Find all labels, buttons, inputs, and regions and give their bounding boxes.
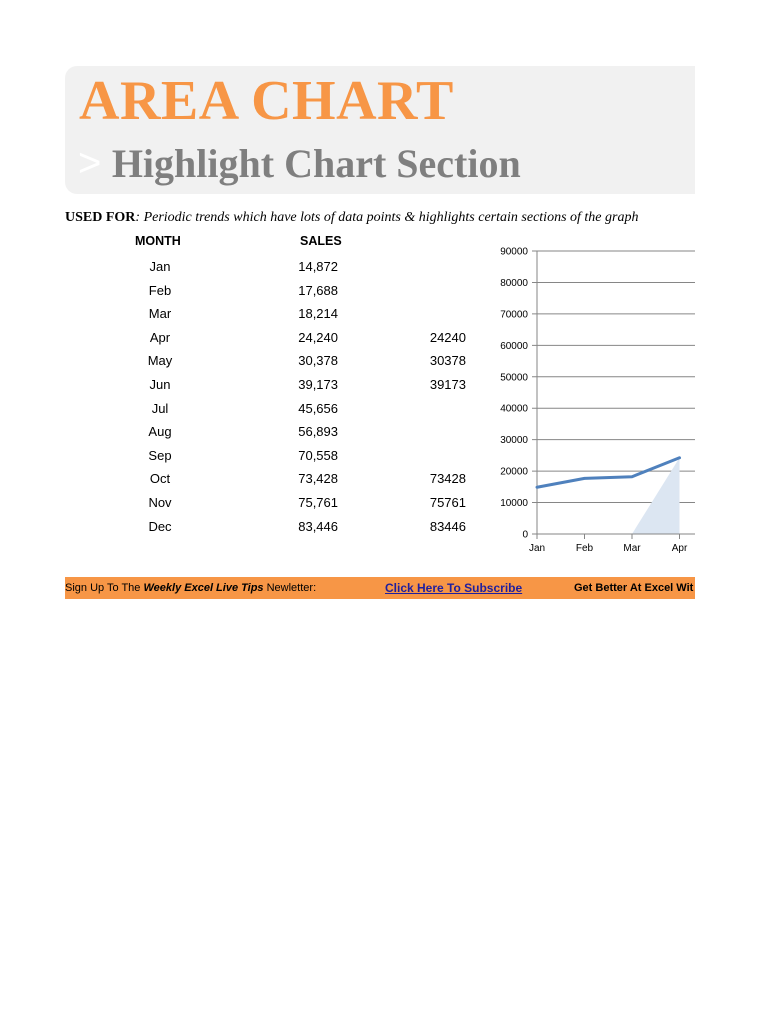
month-cell: Feb bbox=[148, 282, 172, 298]
month-column-header: MONTH bbox=[135, 234, 181, 248]
newsletter-banner bbox=[65, 577, 695, 599]
highlight-area bbox=[632, 458, 680, 534]
y-tick-label: 70000 bbox=[500, 309, 528, 321]
highlight-cell: 24240 bbox=[429, 329, 466, 345]
sales-cell: 75,761 bbox=[298, 495, 338, 510]
month-cell: Nov bbox=[148, 495, 172, 510]
x-tick-label: Feb bbox=[575, 543, 594, 554]
sales-cell: 56,893 bbox=[298, 424, 338, 440]
banner-emphasis: Weekly Excel Live Tips bbox=[143, 582, 264, 594]
sales-cell: 45,656 bbox=[298, 400, 338, 416]
y-tick-label: 50000 bbox=[500, 372, 528, 384]
subscribe-link[interactable]: Click Here To Subscribe bbox=[385, 581, 523, 595]
highlight-cell: 83446 bbox=[429, 518, 466, 534]
y-tick-label: 0 bbox=[522, 529, 528, 541]
y-tick-label: 10000 bbox=[500, 498, 528, 510]
y-tick-label: 30000 bbox=[500, 435, 528, 447]
chevron-right-icon: > bbox=[78, 141, 102, 185]
highlight-cell: 30378 bbox=[429, 353, 466, 369]
banner-right-text: Get Better At Excel Wit bbox=[574, 582, 694, 594]
month-cell: Apr bbox=[149, 329, 171, 345]
sales-cell: 30,378 bbox=[298, 353, 338, 369]
y-tick-label: 90000 bbox=[500, 246, 528, 258]
month-cell: Dec bbox=[148, 518, 172, 534]
x-tick-label: Jan bbox=[528, 543, 546, 554]
sales-cell: 17,688 bbox=[298, 282, 338, 298]
used-for-label: USED FOR bbox=[65, 210, 136, 225]
sales-cell: 73,428 bbox=[298, 471, 338, 487]
sales-cell: 14,872 bbox=[298, 259, 338, 274]
y-tick-label: 60000 bbox=[500, 340, 528, 352]
subtitle-row bbox=[78, 140, 521, 187]
used-for-description bbox=[65, 210, 638, 226]
month-cell: Mar bbox=[148, 306, 172, 322]
sales-cell: 83,446 bbox=[298, 518, 338, 534]
table-row bbox=[0, 302, 480, 326]
table-row bbox=[0, 326, 480, 350]
sales-cell: 39,173 bbox=[298, 377, 338, 392]
table-row bbox=[0, 444, 480, 468]
table-row bbox=[0, 420, 480, 444]
sales-column-header: SALES bbox=[300, 234, 342, 248]
used-for-text: : Periodic trends which have lots of data points & highlights certain sections of the graph bbox=[135, 210, 639, 225]
sales-cell: 24,240 bbox=[298, 329, 338, 345]
highlight-cell: 73428 bbox=[429, 471, 466, 487]
sales-line bbox=[537, 458, 680, 487]
highlight-cell: 39173 bbox=[429, 377, 466, 392]
table-row bbox=[0, 373, 480, 397]
month-cell: Sep bbox=[148, 447, 172, 463]
month-cell: Jan bbox=[149, 259, 171, 274]
page-title: AREA CHART bbox=[79, 70, 454, 132]
banner-text bbox=[65, 577, 316, 599]
banner-prefix: Sign Up To The bbox=[65, 582, 144, 594]
month-cell: Aug bbox=[148, 424, 172, 440]
y-tick-label: 80000 bbox=[500, 277, 528, 289]
table-row bbox=[0, 515, 480, 539]
page-subtitle: Highlight Chart Section bbox=[111, 141, 521, 186]
area-chart bbox=[480, 236, 695, 566]
month-cell: May bbox=[147, 353, 173, 369]
sales-cell: 18,214 bbox=[298, 306, 338, 322]
x-tick-label: Mar bbox=[623, 543, 641, 554]
table-row bbox=[0, 279, 480, 303]
x-tick-label: Apr bbox=[671, 543, 688, 554]
y-tick-label: 20000 bbox=[500, 466, 528, 478]
table-row bbox=[0, 467, 480, 491]
sales-cell: 70,558 bbox=[298, 447, 338, 463]
table-row bbox=[0, 255, 480, 279]
highlight-cell: 75761 bbox=[429, 495, 466, 510]
table-row bbox=[0, 397, 480, 421]
area-chart-svg bbox=[480, 236, 695, 566]
y-tick-label: 40000 bbox=[500, 403, 528, 415]
table-row bbox=[0, 491, 480, 515]
month-cell: Jun bbox=[149, 377, 171, 392]
month-cell: Oct bbox=[149, 471, 171, 487]
month-cell: Jul bbox=[151, 400, 169, 416]
table-row bbox=[0, 349, 480, 373]
banner-suffix: Newletter: bbox=[263, 582, 317, 594]
